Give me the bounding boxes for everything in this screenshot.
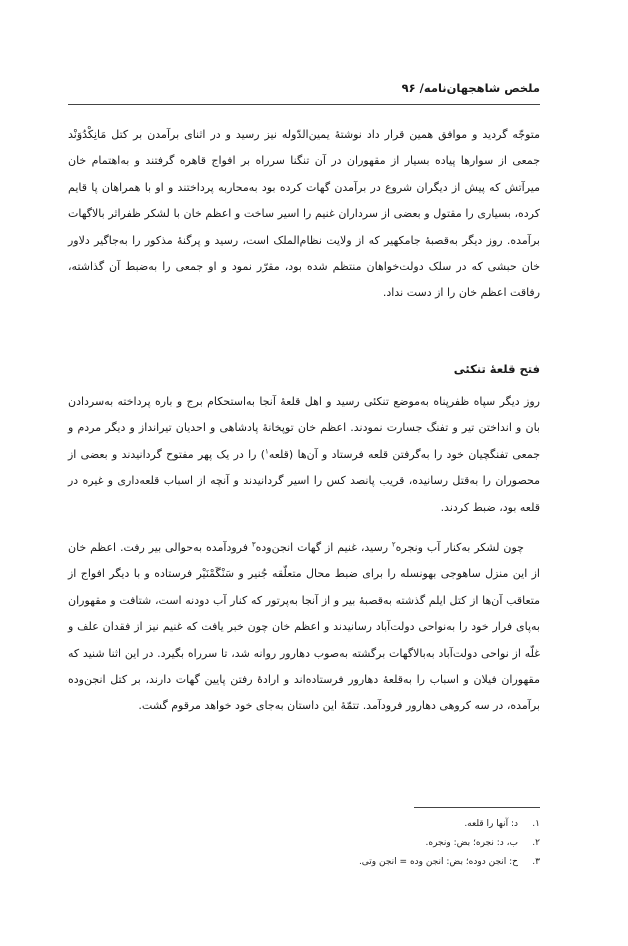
paragraph-1-text: متوجّه گردید و موافق همین قرار داد نوشتهٔ یمین‌الدّوله نیز رسید و در اثنای برآمدن بر کتل مَانِکْدُوَنْد جمعی از سوارها پیاده بسیار از مقهوران در آن تنگنا سرراه بر افواج قاهره گرفتند و به‌اهتمام خان میرآتش که پیش از دیگران شروع در برآمدن گهات کرده بود به‌محاربه پرداختند و او با همراهان پا قایم کرده، بسیاری را مقتول و بعضی از سرداران غنیم را اسیر ساخت و اعظم خان با لشکر ظفراثر بالاگهات برآمده. روز دیگر به‌قصبهٔ جامکهیر که از ولایت نظام‌الملک است، رسید و پرگنهٔ مذکور را به‌جاگیر دلاور خان حبشی که در سلک دولت‌خواهان منتظم شده بود، مقرّر نمود و او جمعی را به‌ضبط آن گذاشته، رفاقت اعظم خان را از دست نداد. xyxy=(68,128,540,300)
section-heading: فتح قلعهٔ تنکئی xyxy=(453,362,540,376)
footnote-text: د: آنها را قلعه. xyxy=(464,819,518,829)
paragraph-3-part-c: فرودآمده به‌حوالی بیر رفت. اعظم خان از این منزل ساهوجی بهونسله را برای ضبط محال متعلّقه جُنیر و سَنْگَمْنَیْر فرستاده و با دیگر افواج از متعاقب آن‌ها از کتل ایلم گذشته به‌قصبهٔ بیر و از آنجا به‌پرتور که کنار آب دودنه است، شتافت و مقهوران به‌پای فرار خود را به‌نواحی دولت‌آباد رسانیدند و اعظم خان چون خبر یافت که غنیم نیز از فقدان علف و غلّه از نواحی دولت‌آباد به‌بالاگهات برگشته به‌صوب دهارور روانه شد، تا سرراه بگیرد. در این اثنا شنید که مقهوران فیلان و اسباب را به‌قلعهٔ دهارور فرستاده‌اند و ارادهٔ رفتن پایین گهات دارند، بر کتل انجن‌وده برآمده، در سه کروهی دهارور فرودآمد. تتمّهٔ این داستان به‌جای خود خواهد مرقوم گشت. xyxy=(68,541,540,713)
footnote-mark-2: ۲ xyxy=(391,540,396,549)
paragraph-2-part-b: ) را در یک پهر مفتوح گردانیدند و بعضی از محصوران را به‌قتل رسانیده، قریب پانصد کس را اسیر گردانیدند و آنچه از اسباب قلعه‌داری و غیره در قلعه بود، ضبط کردند. xyxy=(68,447,540,514)
running-header xyxy=(68,78,540,105)
footnote-number: ۲. xyxy=(532,838,540,848)
footnote-item xyxy=(68,815,540,834)
paragraph-2-part-a: روز دیگر سپاه ظفرپناه به‌موضع تنکئی رسید و اهل قلعهٔ آنجا به‌استحکام برج و باره پرداخته به‌سردادن بان و انداختن تیر و تفنگ جسارت نمودند. اعظم خان توپخانهٔ پادشاهی و احدیان تیرانداز و دیگر مردم و جمعی تفنگچیان خود را به‌گرفتن قلعه فرستاد و آن‌ها (قلعه xyxy=(68,395,540,461)
paragraph-3-part-b: رسید، غنیم از گهات انجن‌وده xyxy=(255,541,392,554)
footnote-mark-1: ۱ xyxy=(265,447,269,456)
footnote-item xyxy=(68,853,540,872)
footnote-number: ۱. xyxy=(532,819,540,829)
paragraph-2 xyxy=(68,389,540,521)
footnote-mark-3: ۳ xyxy=(251,540,256,549)
footnote-number: ۳. xyxy=(532,857,540,867)
footnote-divider xyxy=(414,807,540,808)
paragraph-3 xyxy=(68,535,540,720)
footnote-item xyxy=(68,834,540,853)
paragraph-2-text xyxy=(68,389,540,521)
paragraph-3-part-a: چون لشکر به‌کنار آب ونجره xyxy=(395,541,524,554)
footnote-text: ح: انجن دوده؛ بض: انجن وده = انجن وتی. xyxy=(358,857,518,867)
footnotes xyxy=(68,815,540,872)
footnote-text: ب، د: نجره؛ بض: ونجره. xyxy=(425,838,518,848)
paragraph-1 xyxy=(68,122,540,307)
running-title: ملخص شاهجهان‌نامه/ ۹۶ xyxy=(401,81,540,95)
paragraph-3-text xyxy=(68,535,540,720)
